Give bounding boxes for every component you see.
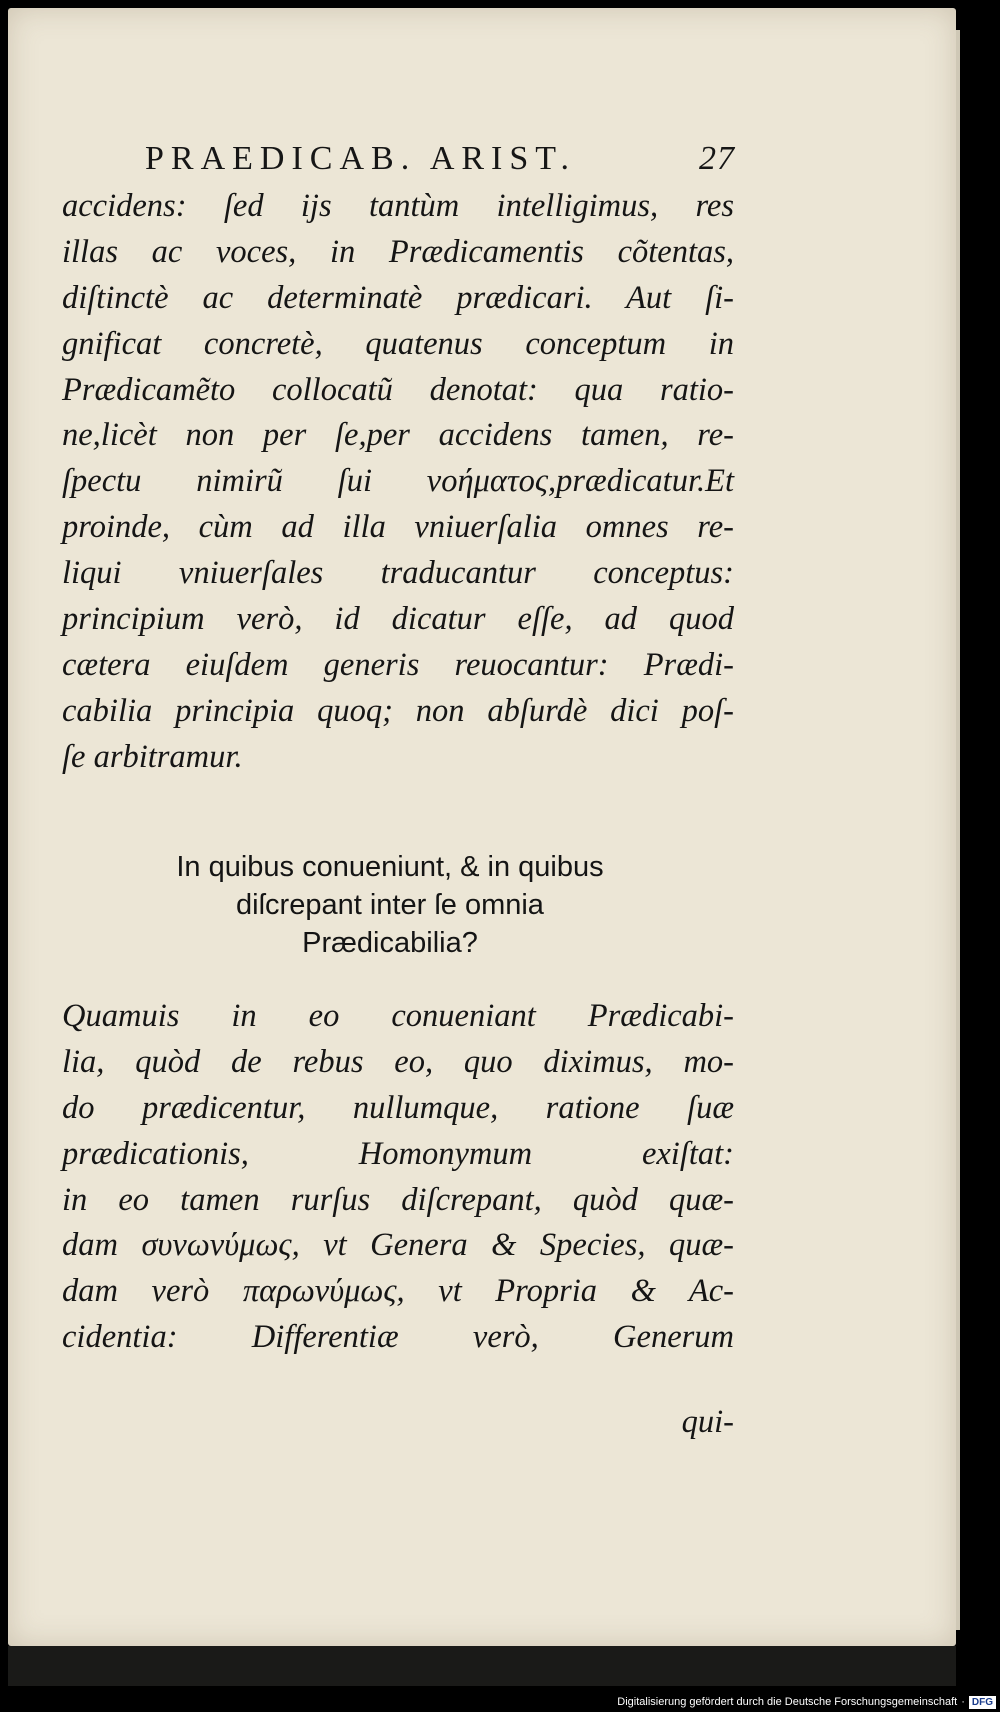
running-head-title: PRAEDICAB. ARIST. [145,140,577,177]
text-line: liqui vniuerſales traducantur conceptus: [62,555,734,592]
paragraph-2 [62,994,734,1361]
text-line: dam verò παρωνύμως, vt Propria & Ac- [62,1273,734,1310]
text-line: prædicationis, Homonymum exiſtat: [62,1135,734,1172]
text-line: proinde, cùm ad illa vniuerſalia omnes re- [62,509,734,546]
text-line: in eo tamen rurſus diſcrepant, quòd quæ- [62,1181,734,1218]
page-number: 27 [699,140,735,177]
text-line: ſe arbitramur. [62,738,243,775]
footer-credit-text: Digitalisierung gefördert durch die Deutsche Forschungsgemeinschaft [617,1696,958,1708]
text-line: ſpectu nimirũ ſui νοήματος,prædicatur.Et [62,463,734,500]
heading-line: In quibus conueniunt, & in quibus [176,851,604,883]
dfg-logo-icon: DFG [969,1696,996,1709]
paragraph-1 [62,184,734,781]
running-head [145,140,735,178]
text-line: do prædicentur, nullumque, ratione ſuæ [62,1089,734,1126]
text-line: diſtinctè ac determinatè prædicari. Aut ſi- [62,279,734,316]
text-line: dam συνωνύμως, vt Genera & Species, quæ- [62,1227,734,1264]
heading-line: diſcrepant inter ſe omnia [236,889,544,921]
heading-line: Prædicabilia? [302,927,478,959]
text-line: Prædicamẽto collocatũ denotat: qua ratio- [62,371,734,408]
digitization-footer [600,1694,996,1710]
catchword: qui- [681,1404,734,1440]
text-line: illas ac voces, in Prædicamentis cõtentas, [62,233,734,270]
text-line: lia, quòd de rebus eo, quo diximus, mo- [62,1043,734,1080]
section-heading [90,848,690,962]
text-line: cabilia principia quoq; non abſurdè dici poſ- [62,692,734,729]
text-line: accidens: ſed ijs tantùm intelligimus, res [62,188,734,224]
text-line: ne,licèt non per ſe,per accidens tamen, re- [62,417,734,454]
scan-bottom-band [8,1646,956,1686]
page-edge [956,30,960,1630]
text-line: principium verò, id dicatur eſſe, ad quod [62,601,734,638]
text-line: cidentia: Differentiæ verò, Generum [62,1319,734,1356]
text-line: gnificat concretè, quatenus conceptum in [62,325,734,362]
footer-separator: · [961,1696,965,1708]
text-line: cætera eiuſdem generis reuocantur: Prædi- [62,646,734,683]
text-line: Quamuis in eo conueniant Prædicabi- [62,998,734,1034]
